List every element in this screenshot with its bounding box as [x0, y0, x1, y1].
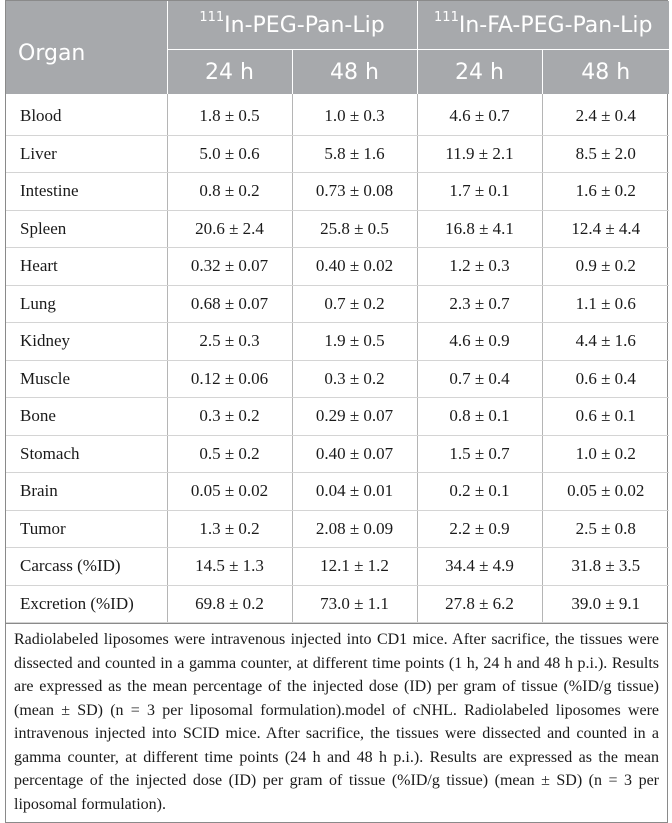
table-row — [6, 285, 669, 323]
value-cell: 2.5 ± 0.3 — [167, 323, 292, 361]
table-footnote: Radiolabeled liposomes were intravenous injected into CD1 mice. After sacrifice, the tissues were dissected and counted in a gamma counter, at different time points (1 h, 24 h and 48 h p.i.). Results are expressed as the mean percentage of the injected dose (ID) per gram of tissue (%ID/g tissue) (mean ± SD) (n = 3 per liposomal formulation).model of cNHL. Radiolabeled liposomes were intravenous injected into SCID mice. After sacrifice, the tissues were dissected and counted in a gamma counter, at different time points (24 h and 48 h p.i.). Results are expressed as the mean percentage of the injected dose (ID) per gram of tissue (%ID/g tissue) (mean ± SD) (n = 3 per liposomal formulation). — [5, 623, 668, 823]
value-cell: 1.2 ± 0.3 — [417, 248, 542, 286]
value-cell: 12.1 ± 1.2 — [292, 548, 417, 586]
value-cell: 2.3 ± 0.7 — [417, 285, 542, 323]
organ-cell: Spleen — [6, 210, 167, 248]
table-row — [6, 585, 669, 623]
header-row-groups — [6, 1, 669, 50]
organ-cell: Lung — [6, 285, 167, 323]
value-cell: 1.9 ± 0.5 — [292, 323, 417, 361]
value-cell: 1.1 ± 0.6 — [542, 285, 669, 323]
value-cell: 1.7 ± 0.1 — [417, 173, 542, 211]
value-cell: 0.05 ± 0.02 — [167, 473, 292, 511]
value-cell: 0.2 ± 0.1 — [417, 473, 542, 511]
table-row — [6, 435, 669, 473]
value-cell: 69.8 ± 0.2 — [167, 585, 292, 623]
value-cell: 0.04 ± 0.01 — [292, 473, 417, 511]
group-label: In-FA-PEG-Pan-Lip — [458, 12, 653, 38]
value-cell: 39.0 ± 9.1 — [542, 585, 669, 623]
table-frame — [5, 0, 668, 623]
value-cell: 1.8 ± 0.5 — [167, 94, 292, 135]
organ-cell: Tumor — [6, 510, 167, 548]
organ-cell: Bone — [6, 398, 167, 436]
value-cell: 0.32 ± 0.07 — [167, 248, 292, 286]
organ-cell: Blood — [6, 94, 167, 135]
value-cell: 5.0 ± 0.6 — [167, 135, 292, 173]
organ-cell: Muscle — [6, 360, 167, 398]
timepoint-header: 24 h — [417, 50, 542, 95]
value-cell: 0.7 ± 0.2 — [292, 285, 417, 323]
value-cell: 34.4 ± 4.9 — [417, 548, 542, 586]
table-body — [6, 94, 669, 623]
timepoint-header: 48 h — [292, 50, 417, 95]
value-cell: 0.12 ± 0.06 — [167, 360, 292, 398]
value-cell: 0.40 ± 0.02 — [292, 248, 417, 286]
value-cell: 5.8 ± 1.6 — [292, 135, 417, 173]
biodistribution-table — [6, 1, 669, 623]
biodistribution-table-container — [5, 0, 668, 823]
organ-column-header: Organ — [6, 1, 167, 94]
organ-cell: Excretion (%ID) — [6, 585, 167, 623]
value-cell: 0.29 ± 0.07 — [292, 398, 417, 436]
value-cell: 0.40 ± 0.07 — [292, 435, 417, 473]
value-cell: 1.6 ± 0.2 — [542, 173, 669, 211]
value-cell: 25.8 ± 0.5 — [292, 210, 417, 248]
value-cell: 2.4 ± 0.4 — [542, 94, 669, 135]
value-cell: 14.5 ± 1.3 — [167, 548, 292, 586]
value-cell: 0.6 ± 0.4 — [542, 360, 669, 398]
isotope-superscript: 111 — [199, 9, 225, 25]
isotope-superscript: 111 — [434, 9, 459, 25]
organ-cell: Stomach — [6, 435, 167, 473]
timepoint-header: 24 h — [167, 50, 292, 95]
value-cell: 0.9 ± 0.2 — [542, 248, 669, 286]
value-cell: 2.08 ± 0.09 — [292, 510, 417, 548]
value-cell: 20.6 ± 2.4 — [167, 210, 292, 248]
value-cell: 0.3 ± 0.2 — [292, 360, 417, 398]
value-cell: 0.05 ± 0.02 — [542, 473, 669, 511]
table-row — [6, 173, 669, 211]
group-header-peg — [167, 1, 417, 50]
value-cell: 2.2 ± 0.9 — [417, 510, 542, 548]
table-row — [6, 473, 669, 511]
organ-cell: Liver — [6, 135, 167, 173]
value-cell: 1.3 ± 0.2 — [167, 510, 292, 548]
table-row — [6, 360, 669, 398]
value-cell: 0.7 ± 0.4 — [417, 360, 542, 398]
group-label: In-PEG-Pan-Lip — [224, 12, 385, 38]
value-cell: 8.5 ± 2.0 — [542, 135, 669, 173]
value-cell: 16.8 ± 4.1 — [417, 210, 542, 248]
value-cell: 27.8 ± 6.2 — [417, 585, 542, 623]
table-row — [6, 248, 669, 286]
value-cell: 31.8 ± 3.5 — [542, 548, 669, 586]
value-cell: 4.4 ± 1.6 — [542, 323, 669, 361]
organ-cell: Intestine — [6, 173, 167, 211]
organ-cell: Brain — [6, 473, 167, 511]
value-cell: 0.8 ± 0.2 — [167, 173, 292, 211]
table-row — [6, 210, 669, 248]
table-row — [6, 398, 669, 436]
value-cell: 1.5 ± 0.7 — [417, 435, 542, 473]
value-cell: 0.68 ± 0.07 — [167, 285, 292, 323]
table-header — [6, 1, 669, 94]
value-cell: 11.9 ± 2.1 — [417, 135, 542, 173]
table-row — [6, 94, 669, 135]
value-cell: 4.6 ± 0.9 — [417, 323, 542, 361]
table-row — [6, 510, 669, 548]
value-cell: 4.6 ± 0.7 — [417, 94, 542, 135]
value-cell: 12.4 ± 4.4 — [542, 210, 669, 248]
value-cell: 1.0 ± 0.3 — [292, 94, 417, 135]
table-row — [6, 548, 669, 586]
organ-cell: Heart — [6, 248, 167, 286]
value-cell: 73.0 ± 1.1 — [292, 585, 417, 623]
organ-cell: Kidney — [6, 323, 167, 361]
value-cell: 0.73 ± 0.08 — [292, 173, 417, 211]
value-cell: 0.6 ± 0.1 — [542, 398, 669, 436]
group-header-fa-peg — [417, 1, 669, 50]
value-cell: 2.5 ± 0.8 — [542, 510, 669, 548]
value-cell: 0.5 ± 0.2 — [167, 435, 292, 473]
value-cell: 1.0 ± 0.2 — [542, 435, 669, 473]
value-cell: 0.3 ± 0.2 — [167, 398, 292, 436]
organ-cell: Carcass (%ID) — [6, 548, 167, 586]
timepoint-header: 48 h — [542, 50, 669, 95]
table-row — [6, 323, 669, 361]
value-cell: 0.8 ± 0.1 — [417, 398, 542, 436]
table-row — [6, 135, 669, 173]
